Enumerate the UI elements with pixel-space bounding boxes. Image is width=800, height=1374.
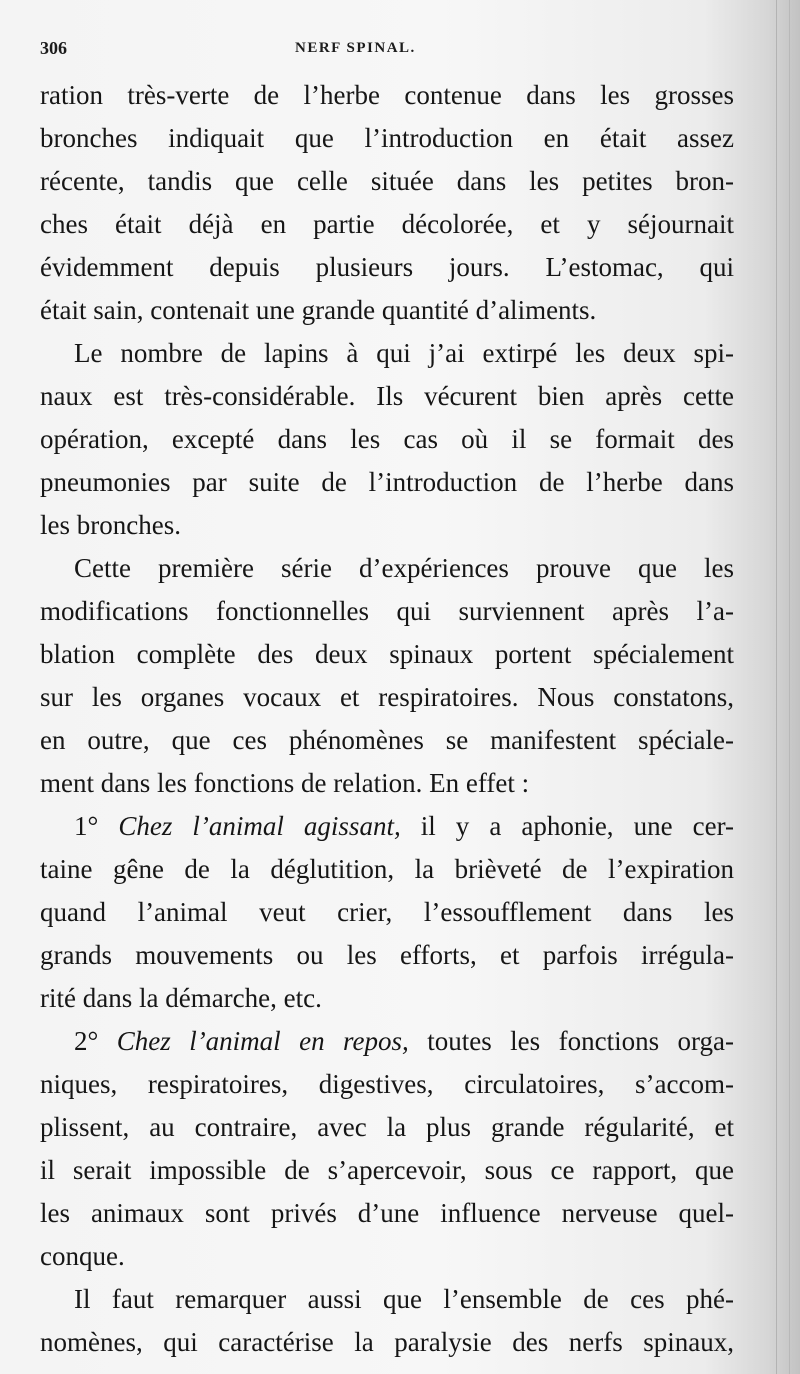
item-number: 2° [74,1026,99,1056]
text-line: bronches indiquait que l’introduction en était assez [40,123,734,153]
item-number: 1° [74,811,99,841]
running-header [40,38,740,62]
text-line: Le nombre de lapins à qui j’ai extirpé les deux spi- [74,338,734,368]
text-line: blation complète des deux spinaux portent spécialement [40,639,734,669]
text-line: les animaux sont privés d’une influence nerveuse quel- [40,1198,734,1228]
text-fragment: il y a aphonie, une cer- [420,811,735,841]
italic-emphasis: Chez l’animal agissant, [118,811,401,841]
text-line: rité dans la démarche, etc. [40,983,322,1013]
italic-emphasis: Chez l’animal en repos, [116,1026,409,1056]
running-title: NERF SPINAL. [295,40,416,56]
text-line: les bronches. [40,510,181,540]
text-line: pneumonies par suite de l’introduction de l’herbe dans [40,467,734,497]
text-line: sur les organes vocaux et respiratoires. Nous constatons, [40,682,734,712]
page-edge-shadow [789,0,790,1374]
text-line: niques, respiratoires, digestives, circulatoires, s’accom- [40,1069,734,1099]
text-line: plissent, au contraire, avec la plus grande régularité, et [40,1112,734,1142]
page-edge-shadow [776,0,777,1374]
page-number: 306 [40,38,67,58]
text-line: Il faut remarquer aussi que l’ensemble de ces phé- [74,1284,734,1314]
text-line: nomènes, qui caractérise la paralysie des nerfs spinaux, [40,1327,734,1357]
text-line: il serait impossible de s’apercevoir, sous ce rapport, que [40,1155,734,1185]
text-line: ches était déjà en partie décolorée, et y séjournait [40,209,734,239]
enumerated-line [40,1020,734,1063]
text-line: opération, excepté dans les cas où il se formait des [40,424,734,454]
text-line: récente, tandis que celle située dans les petites bron- [40,166,734,196]
text-line: modifications fonctionnelles qui surviennent après l’a- [40,596,734,626]
text-line: était sain, contenait une grande quantité d’aliments. [40,295,597,325]
body-text [40,74,734,1364]
text-line: en outre, que ces phénomènes se manifestent spéciale- [40,725,734,755]
enumerated-line [40,805,734,848]
text-line: évidemment depuis plusieurs jours. L’estomac, qui [40,252,734,282]
text-line: naux est très-considérable. Ils vécurent bien après cette [40,381,734,411]
text-line: ration très-verte de l’herbe contenue dans les grosses [40,80,734,110]
text-line: conque. [40,1241,125,1271]
text-line: grands mouvements ou les efforts, et parfois irrégula- [40,940,734,970]
text-line: ment dans les fonctions de relation. En effet : [40,768,530,798]
text-line: Cette première série d’expériences prouve que les [74,553,734,583]
text-line: quand l’animal veut crier, l’essoufflement dans les [40,897,734,927]
text-fragment: toutes les fonctions orga- [427,1026,734,1056]
text-line: taine gêne de la déglutition, la brièveté de l’expiration [40,854,734,884]
